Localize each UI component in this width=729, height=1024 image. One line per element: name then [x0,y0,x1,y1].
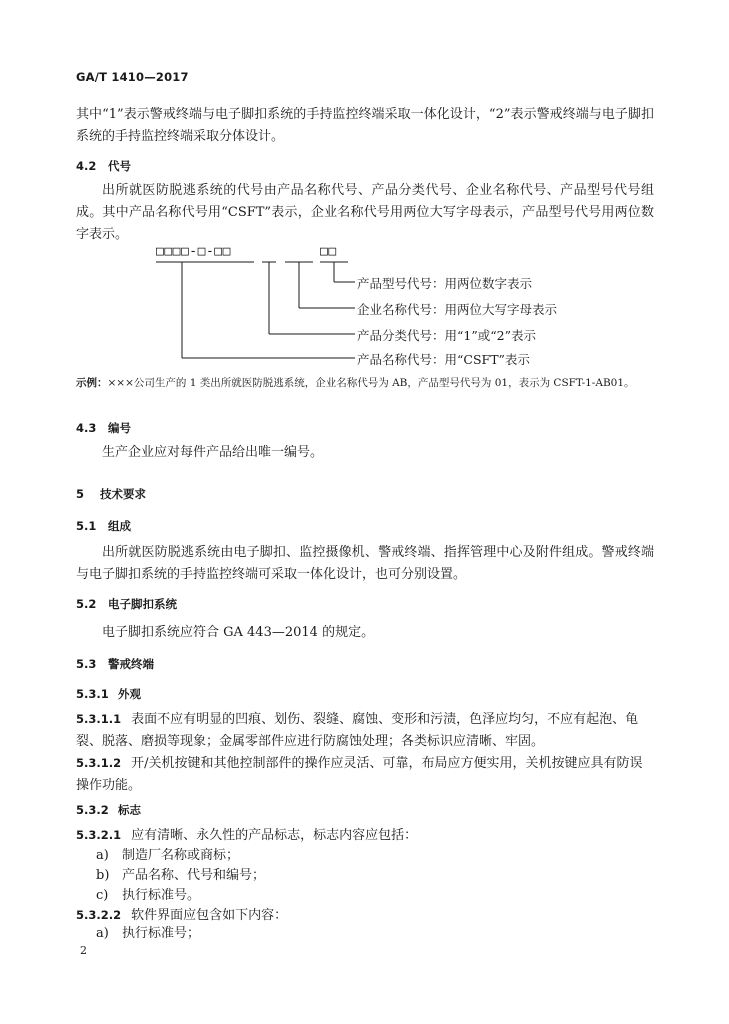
section-5-2-paragraph: 电子脚扣系统应符合 GA 443—2014 的规定。 [102,625,375,640]
clause-text: 表面不应有明显的凹痕、划伤、裂缝、腐蚀、变形和污渍，色泽应均匀，不应有起泡、龟裂、脱落、磨损等现象；金属零部件应进行防腐蚀处理；各类标识应清晰、牢固。 [76,712,639,749]
section-5-heading [76,486,146,502]
section-5-2-heading [76,596,177,612]
label-classification-code: 产品分类代号：用“1”或“2”表示 [357,328,536,343]
list-item [96,886,200,906]
clause-5-3-2-1 [76,824,654,847]
clause-text: 开/关机按键和其他控制部件的操作应灵活、可靠，布局应方便实用，关机按键应具有防误操作功能。 [76,756,643,793]
list-item [96,924,200,944]
section-number: 5.1 [76,519,97,533]
list-text: 制造厂名称或商标； [122,848,240,863]
page-number: 2 [80,944,87,957]
section-title: 编号 [108,421,132,435]
standard-code-header: GA/T 1410—2017 [76,70,189,84]
example-note [76,375,654,392]
list-marker: c) [96,888,109,903]
section-4-3-paragraph: 生产企业应对每件产品给出唯一编号。 [102,445,324,460]
section-4-3-heading [76,420,131,436]
list-marker: a) [96,848,109,863]
clause-text: 应有清晰、永久性的产品标志，标志内容应包括： [131,828,418,843]
clause-text: 软件界面应包含如下内容： [131,908,288,923]
label-model-code: 产品型号代号：用两位数字表示 [357,276,533,291]
list-text: 执行标准号； [122,926,201,941]
section-title: 组成 [108,519,132,533]
clause-number: 5.3.2.1 [76,828,122,842]
code-structure-diagram [150,240,590,372]
list-item [96,846,239,866]
section-number: 5.3.2 [76,803,109,817]
section-number: 5.3.1 [76,687,109,701]
section-4-2-heading [76,158,131,174]
clause-5-3-1-2 [76,752,654,797]
section-number: 5.3 [76,657,97,671]
list-marker: a) [96,926,109,941]
list-item [96,866,265,886]
label-product-name-code: 产品名称代号：用“CSFT”表示 [357,352,530,367]
clause-number: 5.3.1.1 [76,712,122,726]
section-5-1-paragraph: 出所就医防脱逃系统由电子脚扣、监控摄像机、警戒终端、指挥管理中心及附件组成。警戒终端与电子脚扣系统的手持监控终端可采取一体化设计，也可分别设置。 [76,545,654,582]
section-5-3-1-heading [76,686,141,702]
list-text: 执行标准号。 [122,888,201,903]
section-number: 4.2 [76,159,97,173]
section-5-3-2-heading [76,802,141,818]
clause-number: 5.3.1.2 [76,756,122,770]
code-pattern-tail: □□ [320,244,337,259]
section-5-3-heading [76,656,154,672]
section-title: 技术要求 [100,487,147,501]
example-text: ×××公司生产的 1 类出所就医防脱逃系统，企业名称代号为 AB，产品型号代号为 01，表示为 CSFT-1-AB01。 [107,377,635,389]
section-title: 外观 [118,687,142,701]
code-pattern-main: □□□□-□-□□ [156,244,231,259]
clause-number: 5.3.2.2 [76,908,122,922]
section-5-1-heading [76,518,131,534]
section-number: 5.2 [76,597,97,611]
section-title: 警戒终端 [108,657,155,671]
section-4-2-paragraph: 出所就医防脱逃系统的代号由产品名称代号、产品分类代号、企业名称代号、产品型号代号组成。其中产品名称代号用“CSFT”表示，企业名称代号用两位大写字母表示，产品型号代号用两位数字表示。 [76,183,654,242]
section-title: 标志 [118,803,142,817]
clause-5-3-1-1 [76,708,654,753]
intro-paragraph: 其中“1”表示警戒终端与电子脚扣系统的手持监控终端采取一体化设计，“2”表示警戒终端与电子脚扣系统的手持监控终端采取分体设计。 [76,107,654,144]
section-number: 4.3 [76,421,97,435]
section-number: 5 [76,487,85,501]
list-marker: b) [96,868,110,883]
section-title: 代号 [108,159,132,173]
example-label: 示例： [76,377,108,389]
label-enterprise-code: 企业名称代号：用两位大写字母表示 [357,302,558,317]
list-text: 产品名称、代号和编号； [122,868,266,883]
section-title: 电子脚扣系统 [108,597,178,611]
